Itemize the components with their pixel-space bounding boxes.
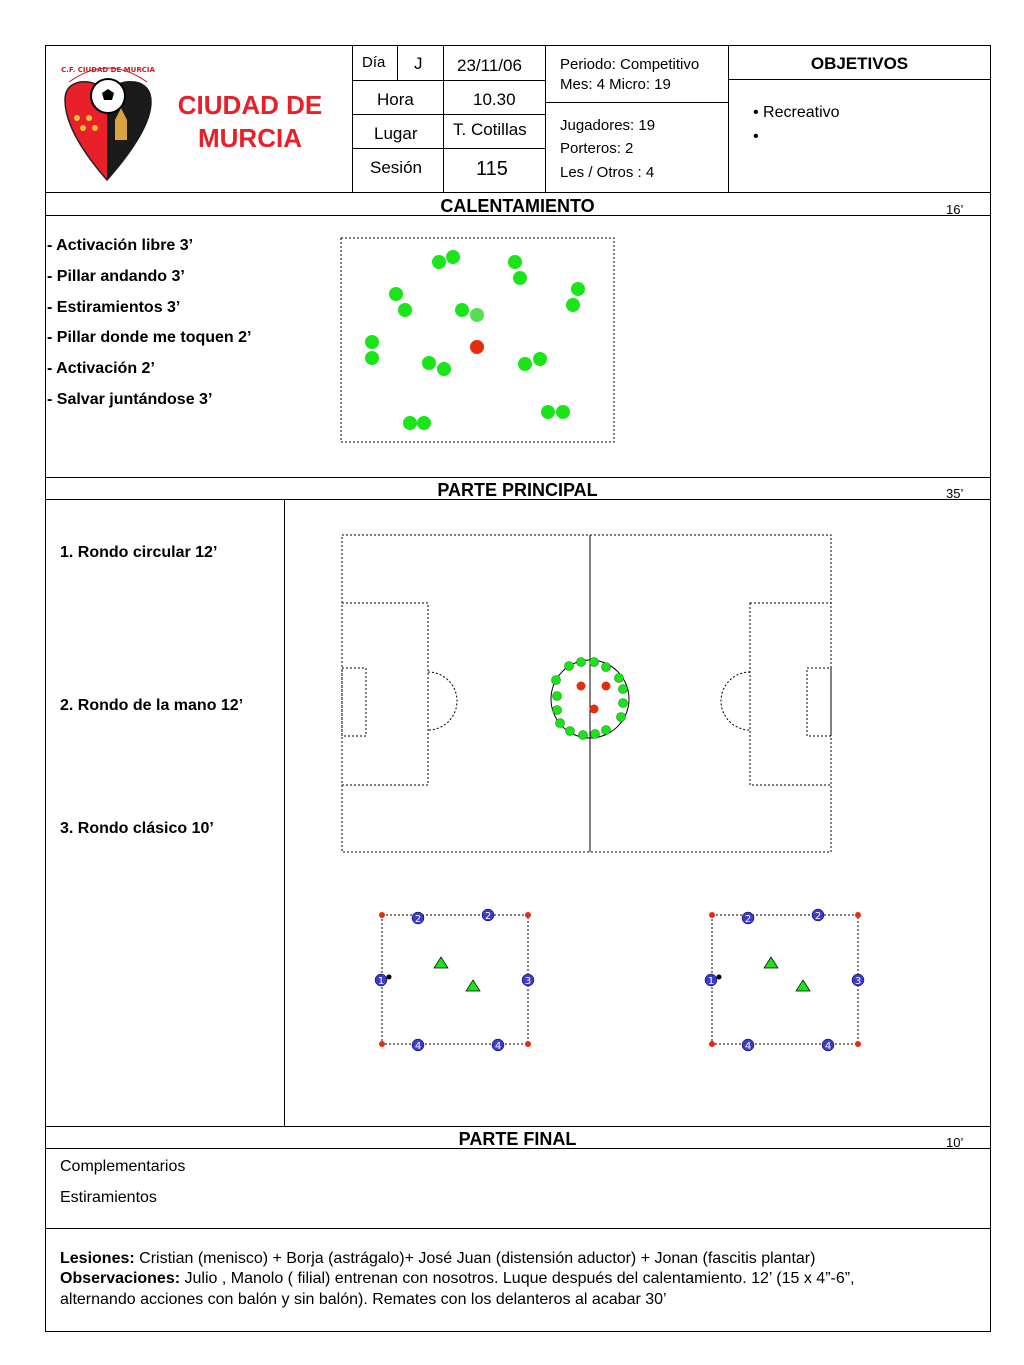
- club-name-line1: CIUDAD DE: [177, 90, 323, 120]
- player-marker: [508, 255, 522, 269]
- rondo-marker: [522, 974, 534, 987]
- calentamiento-title: CALENTAMIENTO: [440, 196, 595, 216]
- final-minutes: 10’: [946, 1135, 964, 1150]
- rondo-area: [712, 915, 858, 1044]
- player-marker: [571, 282, 585, 296]
- player-marker: [398, 303, 412, 317]
- rondo-player: [577, 658, 586, 667]
- rondo-clasico-diagram-right: [702, 906, 870, 1052]
- rondo-marker: [742, 912, 754, 925]
- porteros-text: Porteros: 2: [560, 140, 634, 157]
- objetivos-title: OBJETIVOS: [810, 54, 909, 73]
- rondo-player: [615, 674, 624, 683]
- player-marker: [403, 416, 417, 430]
- rondo-player: [619, 685, 628, 694]
- rondo-player: [591, 730, 600, 739]
- warmup-diagram: [340, 237, 616, 445]
- header-divider-logo: [352, 45, 353, 193]
- rondo-marker: [742, 1039, 754, 1052]
- right-penalty-arc: [721, 672, 750, 730]
- ball-icon: [717, 975, 722, 980]
- calentamiento-item: - Salvar juntándose 3’: [47, 391, 213, 408]
- svg-text:4: 4: [824, 1041, 832, 1052]
- player-marker: [417, 416, 431, 430]
- rondo-marker: [375, 974, 387, 987]
- player-marker: [518, 357, 532, 371]
- left-penalty-arc: [428, 672, 457, 730]
- header-divider-dia: [397, 45, 398, 80]
- warmup-area: [341, 238, 614, 442]
- observaciones-text-1: Julio , Manolo ( filial) entrenan con nosotros. Luque después del calentamiento. 12’ (15 x 4”-6”,: [184, 1270, 855, 1287]
- header-row-line-3: [352, 148, 545, 149]
- header-row-line-2: [352, 114, 545, 115]
- lesiones-line: [60, 1250, 815, 1268]
- player-marker: [389, 287, 403, 301]
- header-divider-labels: [443, 45, 444, 193]
- rondo-player: [553, 692, 562, 701]
- left-penalty-area: [342, 603, 428, 785]
- player-marker: [437, 362, 451, 376]
- svg-text:2: 2: [814, 911, 822, 922]
- sesion-label: Sesión: [370, 158, 422, 177]
- header-row-line-1: [352, 80, 545, 81]
- principal-item: 3. Rondo clásico 10’: [60, 820, 214, 837]
- club-name-line2: MURCIA: [198, 123, 302, 153]
- header-bottom-line: [45, 192, 991, 193]
- player-marker: [533, 352, 547, 366]
- final-item: Complementarios: [60, 1158, 186, 1175]
- calentamiento-minutes: 16’: [946, 202, 964, 217]
- jugadores-text: Jugadores: 19: [560, 117, 656, 134]
- calentamiento-item: - Pillar andando 3’: [47, 268, 185, 285]
- calentamiento-item: - Activación 2’: [47, 360, 155, 377]
- player-marker: [470, 308, 484, 322]
- svg-text:3: 3: [524, 976, 532, 987]
- svg-text:2: 2: [744, 914, 752, 925]
- rondo-player: [556, 719, 565, 728]
- principal-item: 1. Rondo circular 12’: [60, 544, 218, 561]
- rondo-player: [602, 726, 611, 735]
- rondo-marker: [492, 1039, 504, 1052]
- calentamiento-item: - Estiramientos 3’: [47, 299, 181, 316]
- defender-cone-icon: [796, 980, 810, 991]
- svg-text:4: 4: [414, 1041, 422, 1052]
- rondo-player: [565, 662, 574, 671]
- player-marker: [365, 351, 379, 365]
- player-marker: [556, 405, 570, 419]
- observaciones-line: [60, 1270, 855, 1288]
- defender-cone-icon: [764, 957, 778, 968]
- svg-text:2: 2: [414, 914, 422, 925]
- hora-label: Hora: [377, 90, 414, 109]
- final-title: PARTE FINAL: [458, 1129, 577, 1149]
- player-marker: [455, 303, 469, 317]
- rondo-player: [602, 663, 611, 672]
- calentamiento-item: - Pillar donde me toquen 2’: [47, 329, 252, 346]
- header-period-line: [545, 102, 728, 103]
- rondo-player: [617, 713, 626, 722]
- objetivo-item-1-text: Recreativo: [763, 104, 840, 121]
- right-penalty-area: [750, 603, 831, 785]
- defender-cone-icon: [434, 957, 448, 968]
- principal-minutes: 35’: [946, 486, 964, 501]
- rondo-marker: [412, 1039, 424, 1052]
- objetivo-item-1: • Recreativo: [753, 104, 840, 121]
- rondo-player: [619, 699, 628, 708]
- player-marker: [541, 405, 555, 419]
- rondo-player: [566, 727, 575, 736]
- rondo-marker: [412, 912, 424, 925]
- les-otros-text: Les / Otros : 4: [560, 164, 655, 181]
- objetivo-item-2: •: [753, 128, 759, 145]
- chaser-marker: [470, 340, 484, 354]
- player-marker: [422, 356, 436, 370]
- pitch-outline: [342, 535, 831, 852]
- club-logo: [55, 60, 161, 184]
- hora-value: 10.30: [473, 90, 516, 109]
- rondo-marker: [812, 909, 824, 922]
- rondo-defender: [577, 682, 586, 691]
- final-top-line: [45, 1126, 991, 1127]
- svg-text:1: 1: [707, 976, 715, 987]
- rondo-area: [382, 915, 528, 1044]
- observaciones-line-2: alternando acciones con balón y sin balón). Remates con los delanteros al acabar 30’: [60, 1291, 667, 1308]
- svg-text:4: 4: [744, 1041, 752, 1052]
- svg-text:3: 3: [854, 976, 862, 987]
- principal-column-divider: [284, 499, 285, 1126]
- rondo-marker: [482, 909, 494, 922]
- lugar-label: Lugar: [374, 124, 418, 143]
- rondo-marker: [822, 1039, 834, 1052]
- rondo-player: [553, 706, 562, 715]
- svg-text:2: 2: [484, 911, 492, 922]
- principal-title: PARTE PRINCIPAL: [437, 480, 598, 500]
- principal-item: 2. Rondo de la mano 12’: [60, 697, 244, 714]
- pitch-diagram: [338, 532, 834, 856]
- sesion-value: 115: [476, 158, 508, 180]
- rondo-clasico-diagram-left: [372, 906, 540, 1052]
- lesiones-text: Cristian (menisco) + Borja (astrágalo)+ José Juan (distensión aductor) + Jonan (fascitis plantar): [139, 1250, 816, 1267]
- rondo-player: [579, 731, 588, 740]
- rondo-player: [552, 676, 561, 685]
- ball-icon: [387, 975, 392, 980]
- lesiones-label: Lesiones:: [60, 1250, 135, 1267]
- rondo-marker: [852, 974, 864, 987]
- player-marker: [513, 271, 527, 285]
- player-marker: [566, 298, 580, 312]
- defender-cone-icon: [466, 980, 480, 991]
- mes-micro-text: Mes: 4 Micro: 19: [560, 76, 671, 93]
- principal-top-line: [45, 477, 991, 478]
- calentamiento-item: - Activación libre 3’: [47, 237, 194, 254]
- player-marker: [432, 255, 446, 269]
- observaciones-label: Observaciones:: [60, 1270, 181, 1287]
- final-item: Estiramientos: [60, 1189, 157, 1206]
- date-value: 23/11/06: [457, 56, 522, 75]
- left-goal-area: [342, 668, 366, 736]
- periodo-text: Periodo: Competitivo: [560, 56, 700, 73]
- logo-text: C.F. CIUDAD DE MURCIA: [61, 66, 155, 74]
- objetivos-title-line: [728, 79, 991, 80]
- rondo-player: [590, 658, 599, 667]
- player-marker: [365, 335, 379, 349]
- header-divider-values: [545, 45, 546, 193]
- svg-text:4: 4: [494, 1041, 502, 1052]
- rondo-defender: [590, 705, 599, 714]
- player-marker: [446, 250, 460, 264]
- right-goal-area: [807, 668, 831, 736]
- rondo-defender: [602, 682, 611, 691]
- svg-text:1: 1: [377, 976, 385, 987]
- dia-value: J: [414, 54, 423, 73]
- dia-label: Día: [362, 54, 386, 71]
- notes-top-line: [45, 1228, 991, 1229]
- lugar-value: T. Cotillas: [453, 120, 527, 139]
- rondo-marker: [705, 974, 717, 987]
